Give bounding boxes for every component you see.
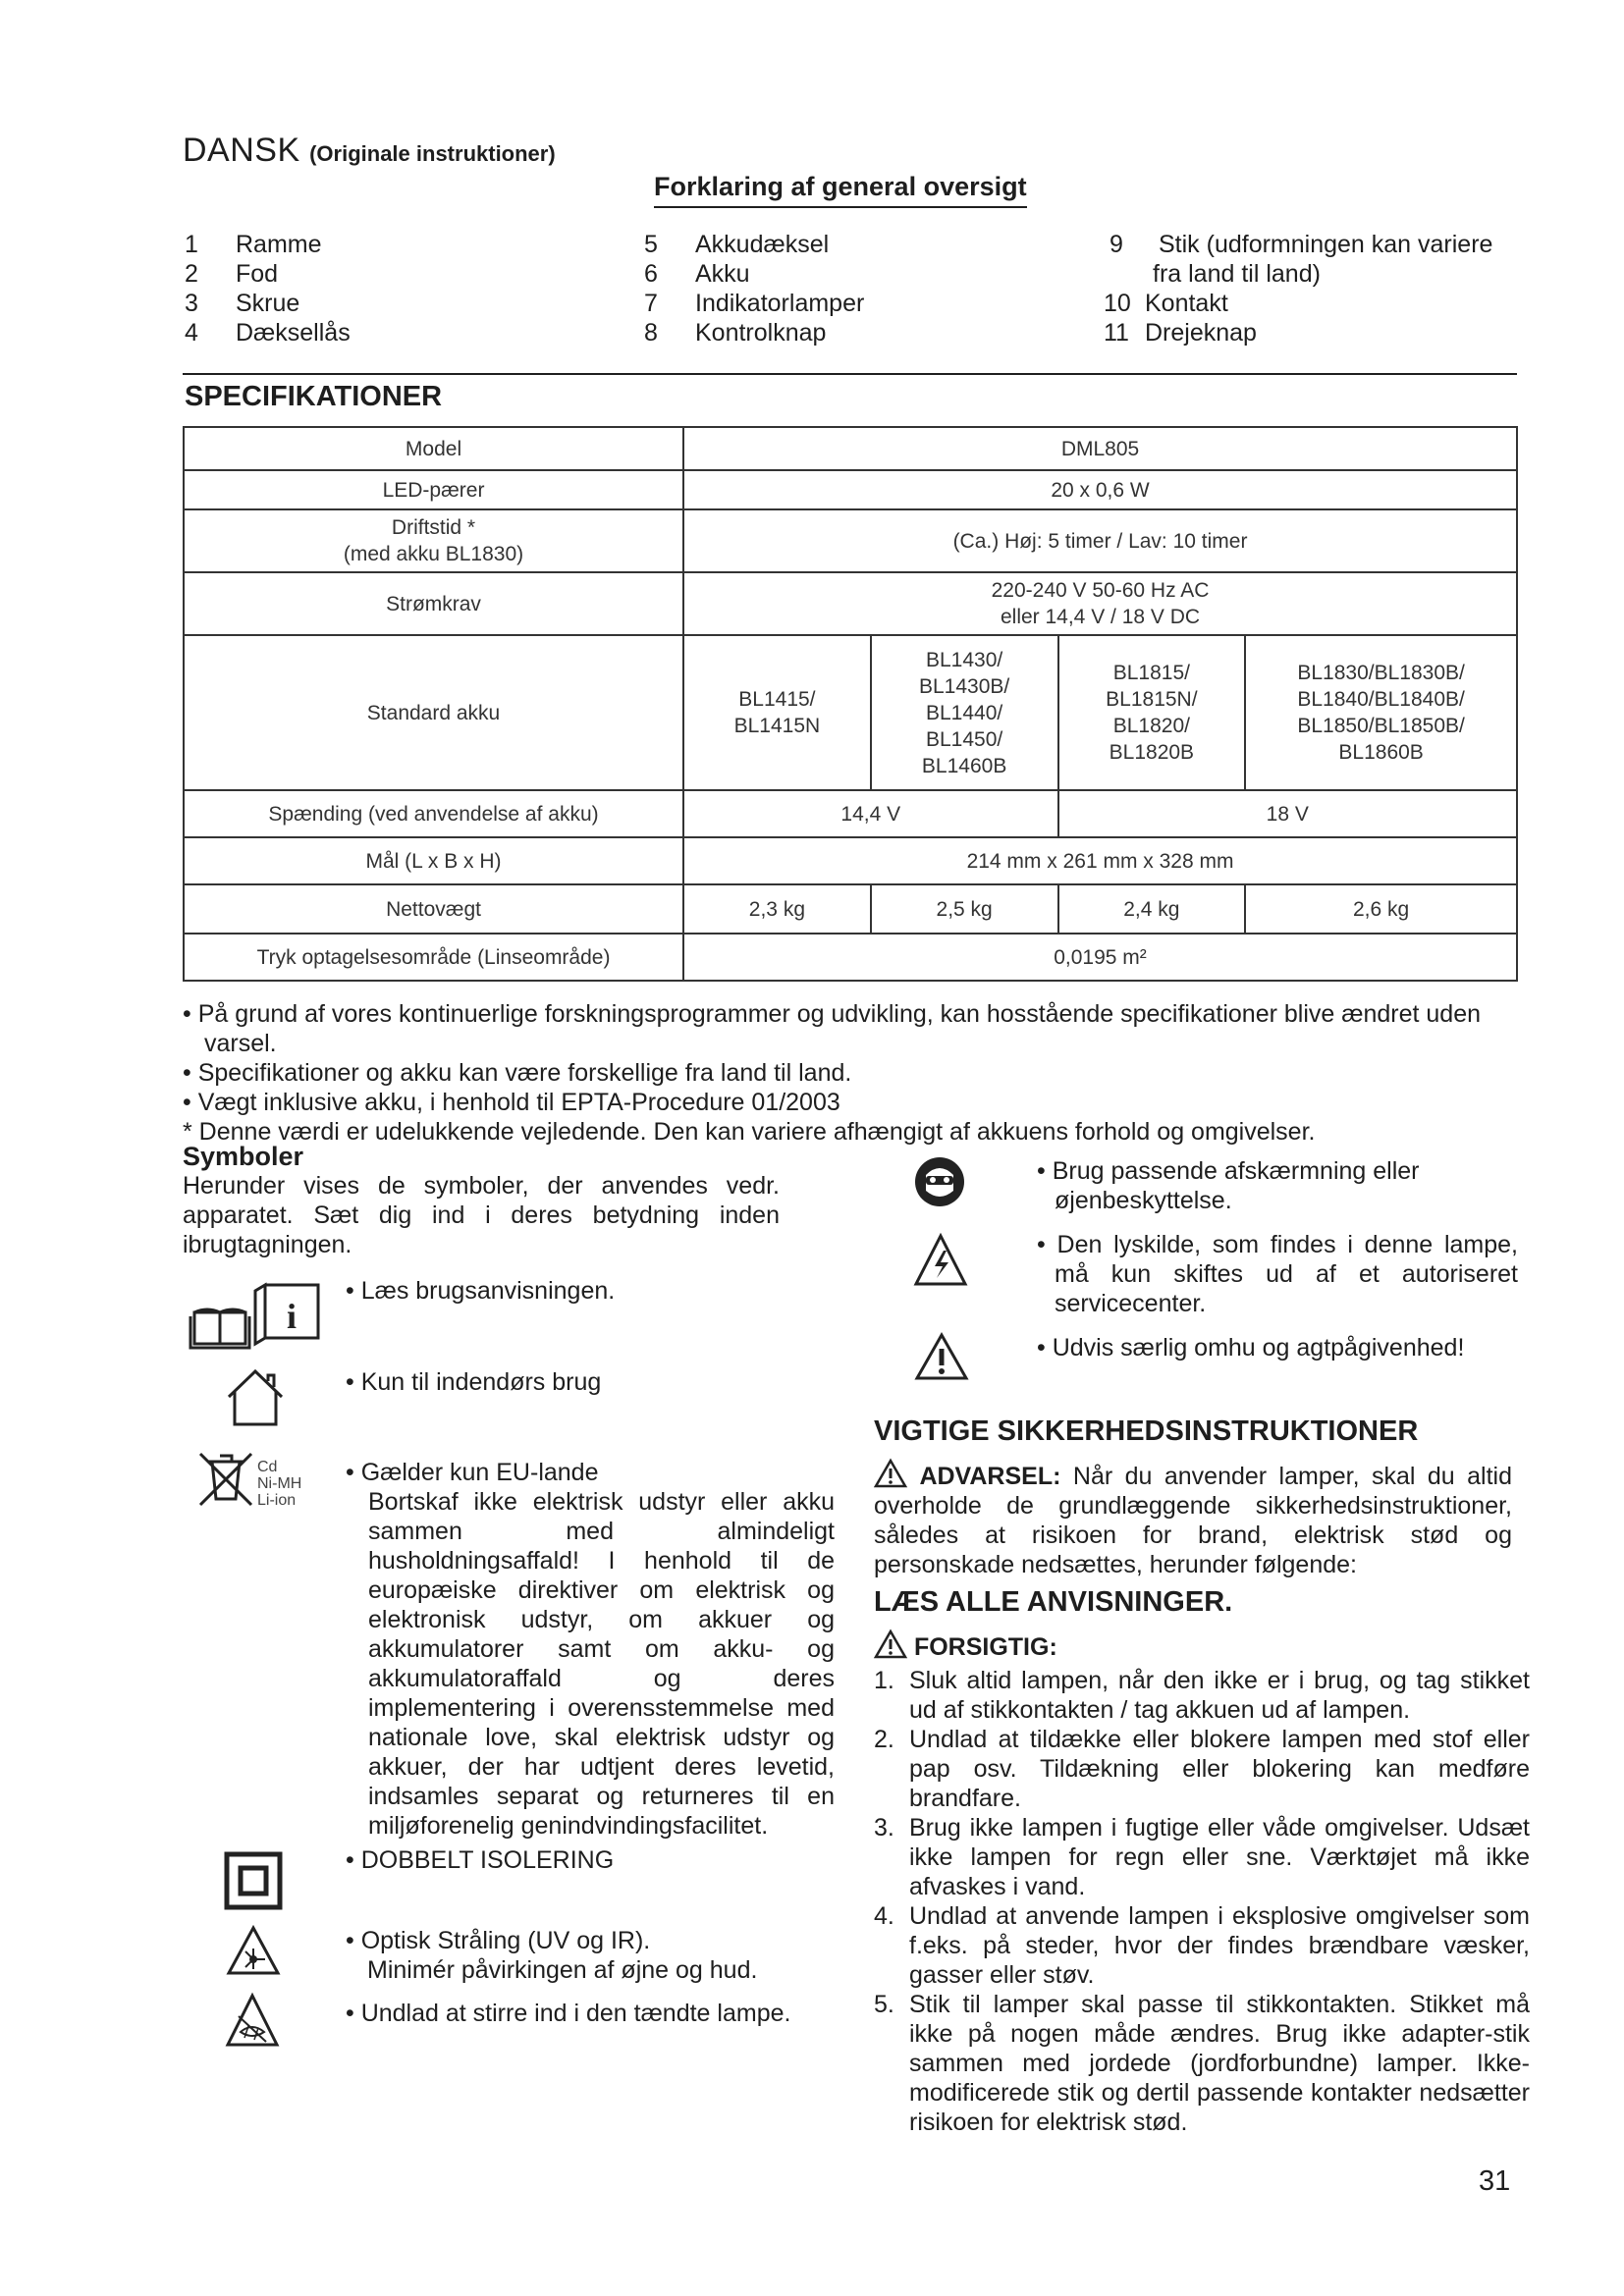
battery-model: BL1820B bbox=[1109, 741, 1195, 764]
do-not-stare-text: • Undlad at stirre ind i den tændte lampe. bbox=[346, 2000, 791, 2027]
overview-item bbox=[185, 289, 351, 318]
language-note: (Originale instruktioner) bbox=[309, 141, 556, 166]
list-item bbox=[874, 1813, 1530, 1901]
note-item: • Vægt inklusive akku, i henhold til EPTA-Procedure 01/2003 bbox=[183, 1089, 840, 1116]
battery-model: BL1415N bbox=[733, 715, 821, 737]
language-heading: DANSK bbox=[183, 132, 300, 169]
overview-item bbox=[644, 230, 864, 259]
caution-label: FORSIGTIG: bbox=[913, 1633, 1057, 1661]
table-cell: Nettovægt bbox=[184, 884, 683, 934]
note-item: • Specifikationer og akku kan være forskellige fra land til land. bbox=[183, 1059, 852, 1087]
list-item-text: Undlad at anvende lampen i eksplosive omgivelser som f.eks. på steder, hvor der findes brændbare væsker, gasser eller støv. bbox=[909, 1902, 1530, 1989]
overview-item bbox=[644, 318, 864, 347]
runtime-label-line: (med akku BL1830) bbox=[343, 543, 524, 565]
read-manual-icon bbox=[189, 1283, 326, 1352]
read-all-heading: LÆS ALLE ANVISNINGER. bbox=[874, 1586, 1233, 1618]
battery-type-labels bbox=[257, 1459, 301, 1509]
overview-item bbox=[1104, 318, 1492, 347]
table-cell: Spænding (ved anvendelse af akku) bbox=[184, 790, 683, 837]
table-cell: 20 x 0,6 W bbox=[683, 470, 1517, 509]
item-label: Akku bbox=[695, 260, 750, 288]
item-number: 11 bbox=[1104, 319, 1129, 347]
table-cell bbox=[683, 635, 871, 790]
table-cell bbox=[1245, 635, 1517, 790]
eye-protection-text bbox=[1037, 1156, 1518, 1215]
optical-radiation-line: Minimér påvirkingen af øjne og hud. bbox=[367, 1956, 758, 1984]
table-cell: 0,0195 m² bbox=[683, 934, 1517, 981]
table-cell bbox=[1058, 635, 1246, 790]
eu-only-text: • Gælder kun EU-lande bbox=[346, 1459, 599, 1486]
item-label: Drejeknap bbox=[1145, 319, 1257, 347]
table-cell: Tryk optagelsesområde (Linseområde) bbox=[184, 934, 683, 981]
table-row bbox=[184, 470, 1517, 509]
battery-model: BL1450/ bbox=[926, 727, 1003, 751]
table-row bbox=[184, 509, 1517, 572]
specifications-table bbox=[183, 426, 1518, 982]
crossed-bin-icon bbox=[196, 1450, 255, 1509]
list-item-number: 1. bbox=[874, 1667, 894, 1694]
battery-type-label: Li-ion bbox=[257, 1492, 297, 1509]
svg-text:i: i bbox=[286, 1297, 298, 1336]
table-cell: 18 V bbox=[1058, 790, 1518, 837]
item-label: Kontakt bbox=[1145, 290, 1228, 317]
battery-model: BL1820/ bbox=[1112, 715, 1190, 737]
caution-text: • Udvis særlig omhu og agtpågivenhed! bbox=[1037, 1334, 1465, 1362]
overview-column-1 bbox=[185, 230, 351, 347]
read-manual-text: • Læs brugsanvisningen. bbox=[346, 1277, 616, 1305]
list-item bbox=[874, 1666, 1530, 1725]
power-value-line: eller 14,4 V / 18 V DC bbox=[1000, 606, 1201, 628]
safety-instructions-list bbox=[874, 1666, 1530, 2137]
table-cell: 2,4 kg bbox=[1058, 884, 1246, 934]
caution-heading bbox=[874, 1629, 1057, 1662]
table-cell: 14,4 V bbox=[683, 790, 1057, 837]
list-item-number: 4. bbox=[874, 1902, 894, 1930]
list-item-number: 3. bbox=[874, 1814, 894, 1842]
symbols-heading: Symboler bbox=[183, 1142, 304, 1171]
specifications-heading: SPECIFIKATIONER bbox=[185, 381, 443, 412]
table-cell bbox=[184, 509, 683, 572]
section-divider bbox=[183, 373, 1517, 375]
table-cell: Standard akku bbox=[184, 635, 683, 790]
item-label: Kontrolknap bbox=[695, 319, 827, 347]
list-item-text: Brug ikke lampen i fugtige eller våde omgivelser. Udsæt ikke lampen for regn eller sne. Værktøjet må ikke afvaskes i vand. bbox=[909, 1814, 1530, 1900]
safety-heading: VIGTIGE SIKKERHEDSINSTRUKTIONER bbox=[874, 1415, 1419, 1447]
battery-model: BL1830/BL1830B/ bbox=[1297, 662, 1465, 684]
table-cell: Strømkrav bbox=[184, 572, 683, 635]
item-number: 2 bbox=[185, 260, 198, 288]
table-row bbox=[184, 884, 1517, 934]
optical-radiation-line: • Optisk Stråling (UV og IR). bbox=[346, 1927, 651, 1954]
list-item bbox=[874, 1725, 1530, 1813]
table-cell bbox=[871, 635, 1058, 790]
item-number: 3 bbox=[185, 290, 198, 317]
indoor-house-icon bbox=[225, 1367, 286, 1428]
symbols-intro: Herunder vises de symboler, der anvendes vedr. apparatet. Sæt dig ind i deres betydning inden ibrugtagningen. bbox=[183, 1172, 780, 1258]
battery-model: BL1815/ bbox=[1112, 662, 1190, 684]
battery-model: BL1430B/ bbox=[919, 674, 1010, 698]
overview-item bbox=[185, 230, 351, 259]
table-cell: LED-pærer bbox=[184, 470, 683, 509]
item-label: Fod bbox=[236, 260, 279, 288]
list-item bbox=[874, 1901, 1530, 1990]
table-row bbox=[184, 934, 1517, 981]
table-row bbox=[184, 572, 1517, 635]
symbols-section bbox=[183, 1142, 782, 1259]
overview-item bbox=[185, 318, 351, 347]
overview-item bbox=[185, 259, 351, 289]
list-item-number: 5. bbox=[874, 1991, 894, 2018]
battery-model: BL1415/ bbox=[738, 688, 816, 711]
item-number: 10 bbox=[1104, 290, 1131, 317]
warning-label: ADVARSEL: bbox=[919, 1463, 1061, 1490]
table-row bbox=[184, 427, 1517, 470]
item-label: Akkudæksel bbox=[695, 231, 830, 258]
light-source-text bbox=[1037, 1230, 1518, 1318]
battery-model: BL1850/BL1850B/ bbox=[1297, 715, 1465, 737]
item-number: 6 bbox=[644, 260, 658, 288]
table-cell: Mål (L x B x H) bbox=[184, 837, 683, 884]
do-not-stare-icon bbox=[225, 1993, 280, 2050]
table-row bbox=[184, 790, 1517, 837]
overview-item bbox=[644, 259, 864, 289]
item-label: Skrue bbox=[236, 290, 300, 317]
item-number: 4 bbox=[185, 319, 198, 347]
overview-item bbox=[644, 289, 864, 318]
page-number: 31 bbox=[1479, 2165, 1511, 2197]
list-item-text: Stik til lamper skal passe til stikkontakten. Stikket må ikke på nogen måde ændres. Brug ikke adapter-stik sammen med jordede (jordforbundne) lamper. Ikke-modificerede stik og dertil passende kontakter nedsætter risikoen for elektrisk stød. bbox=[909, 1991, 1530, 2136]
eye-protection-icon bbox=[913, 1155, 966, 1208]
overview-item-continuation bbox=[1104, 259, 1492, 289]
overview-item bbox=[1104, 230, 1492, 259]
item-number: 7 bbox=[644, 290, 658, 317]
battery-model: BL1840/BL1840B/ bbox=[1297, 688, 1465, 711]
electrical-hazard-icon bbox=[913, 1233, 968, 1288]
table-row bbox=[184, 837, 1517, 884]
caution-icon bbox=[914, 1332, 969, 1381]
warning-triangle-icon bbox=[874, 1459, 907, 1488]
double-insulation-text: • DOBBELT ISOLERING bbox=[346, 1846, 615, 1874]
table-cell: 2,5 kg bbox=[871, 884, 1058, 934]
battery-model: BL1860B bbox=[1338, 741, 1424, 764]
indoor-text: • Kun til indendørs brug bbox=[346, 1368, 602, 1396]
battery-type-label: Ni-MH bbox=[257, 1475, 302, 1492]
battery-model: BL1815N/ bbox=[1106, 688, 1198, 711]
table-cell: Model bbox=[184, 427, 683, 470]
list-item-number: 2. bbox=[874, 1726, 894, 1753]
overview-title: Forklaring af general oversigt bbox=[654, 172, 1027, 208]
table-cell bbox=[683, 572, 1517, 635]
table-cell: DML805 bbox=[683, 427, 1517, 470]
specification-notes bbox=[183, 999, 1523, 1147]
item-number: 8 bbox=[644, 319, 658, 347]
language-title bbox=[183, 132, 556, 170]
table-cell: (Ca.) Høj: 5 timer / Lav: 10 timer bbox=[683, 509, 1517, 572]
overview-item bbox=[1104, 289, 1492, 318]
eu-disposal-text: Bortskaf ikke elektrisk udstyr eller akku sammen med almindeligt husholdningsaffald! I henhold til de europæiske direktiver om elektrisk og elektronisk udstyr, om akkuer og akkumulatorer samt om akku- og akkumulatoraffald og deres implementering i overensstemmelse med nationale love, skal elektrisk udstyr og akkuer, der har udtjent deres levetid, indsamles separat og returneres til en miljøforenelig genindvindingsfacilitet. bbox=[368, 1488, 835, 1840]
light-source-line: • Den lyskilde, som findes i denne lampe, må kun skiftes ud af et autoriseret servicecenter. bbox=[1037, 1231, 1518, 1317]
warning-block bbox=[874, 1459, 1512, 1579]
optical-radiation-text bbox=[346, 1926, 757, 1985]
power-value-line: 220-240 V 50-60 Hz AC bbox=[991, 579, 1210, 602]
warning-text: Når du anvender lamper, skal du altid overholde de grundlæggende sikkerhedsinstruktioner, således at risikoen for brand, elektrisk stød og personskade nedsættes, herunder følgende: bbox=[874, 1463, 1513, 1578]
runtime-label-line: Driftstid * bbox=[391, 516, 476, 539]
double-insulation-icon bbox=[224, 1851, 283, 1910]
item-label: Stik (udformningen kan variere bbox=[1159, 231, 1493, 258]
item-label-continuation: fra land til land) bbox=[1153, 260, 1321, 288]
list-item-text: Sluk altid lampen, når den ikke er i brug, og tag stikket ud af stikkontakten / tag akkuen ud af lampen. bbox=[909, 1667, 1530, 1724]
battery-model: BL1430/ bbox=[926, 648, 1003, 671]
overview-column-2 bbox=[644, 230, 864, 347]
note-item: * Denne værdi er udelukkende vejledende. Den kan variere afhængigt af akkuens forhold og omgivelser. bbox=[183, 1118, 1316, 1146]
battery-model: BL1440/ bbox=[926, 701, 1003, 724]
battery-model: BL1460B bbox=[921, 754, 1007, 777]
table-cell: 214 mm x 261 mm x 328 mm bbox=[683, 837, 1517, 884]
battery-type-label: Cd bbox=[257, 1459, 278, 1475]
optical-radiation-icon bbox=[226, 1925, 281, 1976]
item-label: Ramme bbox=[236, 231, 322, 258]
item-label: Indikatorlamper bbox=[695, 290, 865, 317]
table-row bbox=[184, 635, 1517, 790]
item-number: 5 bbox=[644, 231, 658, 258]
eye-protection-line: • Brug passende afskærmning eller øjenbeskyttelse. bbox=[1037, 1157, 1420, 1214]
table-cell: 2,6 kg bbox=[1245, 884, 1517, 934]
note-item: • På grund af vores kontinuerlige forskningsprogrammer og udvikling, kan hosstående specifikationer blive ændret uden varsel. bbox=[183, 1000, 1481, 1057]
table-cell: 2,3 kg bbox=[683, 884, 871, 934]
overview-column-3 bbox=[1104, 230, 1492, 347]
list-item-text: Undlad at tildække eller blokere lampen med stof eller pap osv. Tildækning eller blokering kan medføre brandfare. bbox=[909, 1726, 1530, 1812]
list-item bbox=[874, 1990, 1530, 2137]
item-number: 1 bbox=[185, 231, 198, 258]
item-number: 9 bbox=[1110, 231, 1123, 258]
item-label: Dæksellås bbox=[236, 319, 351, 347]
caution-triangle-icon bbox=[874, 1629, 907, 1659]
